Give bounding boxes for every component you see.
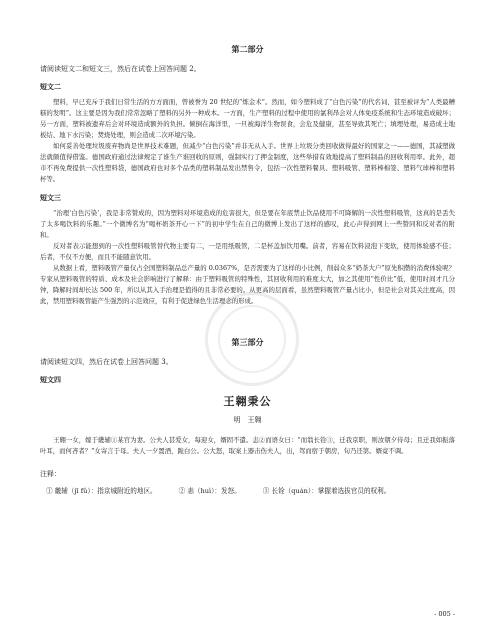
note-item: ① 畿辅（jī fǔ）：指京城附近的地区。 — [46, 487, 157, 495]
text4-author: 明 王翱 — [233, 416, 262, 424]
text2-paragraph-1: 塑料，早已充斥于我们日常生活的方方面面，曾被誉为 20 世纪的“炼金术”。然而，如今塑料成了“白色污染”的代名词，甚至被评为“人类最糟糕的发明”。这主要是因为我们常常忽略了塑料的另外一种成本。一方面，生产塑料的过程中使用的氯利昂会对人体免疫系统和生态环境造成破坏；另一方面，塑料被遗弃后会对环境造成额外的负担。倾倒在海洋里，一旦被海洋生物误食，会危及健康，甚至导致其死亡；填埋处理，易造成土地板结、地下水污染；焚烧处理，则会造成二次环境污染。 — [40, 98, 455, 139]
page-number: - 005 - — [434, 610, 455, 618]
text4-label: 短文四 — [40, 375, 61, 384]
text3-paragraph-2: 反对者表示能想到的一次性塑料吸管替代物主要有二，一是用纸吸管，二是杯盖加饮用嘴。前者，容易在饮料浸泡下变软，使用体验感不佳；后者，不仅不方便，而且不能随意饮用。 — [40, 242, 455, 261]
part3-instruction: 请阅读短文四，然后在试卷上回答问题 3。 — [40, 358, 173, 366]
text3-label: 短文三 — [40, 193, 61, 202]
watermark-seal-icon — [205, 292, 299, 386]
text3-paragraph-3: 从数据上看，塑料吸管产量仅占全国塑料制品总产量的 0.0367%，是否需要为了这样的小比例，削弱众多“奶茶大户”原先积攒的消费体验呢？专家从塑料吸管的特质、成本及社会影响进行了解释：由于塑料吸管的特殊性，其回收利用的难度太大，加之其使用“性价比”低，使用时间才几分钟，降解时间却长达 500 年，所以从其入手治理是值得的且非常必要的。从更高的层面看，虽然塑料吸管产量占比小，但是社会对其关注度高，因此，禁用塑料吸管能产生强烈的示范效应，有利于促进绿色生活理念的形成。 — [40, 264, 455, 305]
text2-label: 短文二 — [40, 82, 61, 91]
text4-paragraph-1: 王翱一女，嫁于畿辅①某官为妻。公夫人甚爱女，每迎女，婿固不遣。恚②而语女曰：“而翁长铨③，迁我京职，则汝朝夕侍母；且迁我如振落叶耳，而何吝者？”女寄言于母。夫人一夕置酒，跪白公。公大怒，取案上器击伤夫人，出，驾而宿于朝房，旬乃还第。婿竟不调。 — [40, 436, 455, 455]
note-item: ② 恚（huì）：发怒。 — [178, 487, 241, 495]
text4-title: 王翱秉公 — [223, 395, 272, 408]
notes-list — [46, 485, 455, 495]
part3-title: 第三部分 — [231, 337, 264, 347]
text2-paragraph-2: 如何妥善处理垃圾废弃物尚是世界技术难题，但减少“白色污染”并非无从入手。世界上垃圾分类回收做得最好的国家之一——德国，其减塑做法就颇值得借鉴。德国政府通过法律规定了谁生产谁回收的原则，强制实行了押金制度，这些举措有效地提高了塑料制品的回收利用率。此外，超市不再免费提供一次性塑料袋，德国政府也对多个品类的塑料制品发出禁售令，包括一次性塑料餐具、塑料吸管、塑料棒棉签、塑料气球棒和塑料杯等。 — [40, 142, 455, 183]
part2-title: 第二部分 — [231, 44, 264, 54]
notes-title: 注释： — [40, 470, 61, 478]
part2-instruction: 请阅读短文二和短文三，然后在试卷上回答问题 2。 — [40, 65, 201, 73]
text3-paragraph-1: “治理‘白色污染’，我是非常赞成的，因为塑料对环境造成的危害很大，但是要在年底禁止饮品使用不可降解的一次性塑料吸管，这真的是丢失了太多喝饮料的乐趣。”一个微博名为“喝杯奶茶开心一下”的初中学生在自己的微博上发出了这样的感叹，此心声得到网上一些赞同和反对者的附和。 — [40, 209, 455, 239]
note-item: ③ 长铨（quán）：掌握着选拔官员的权利。 — [262, 487, 391, 495]
